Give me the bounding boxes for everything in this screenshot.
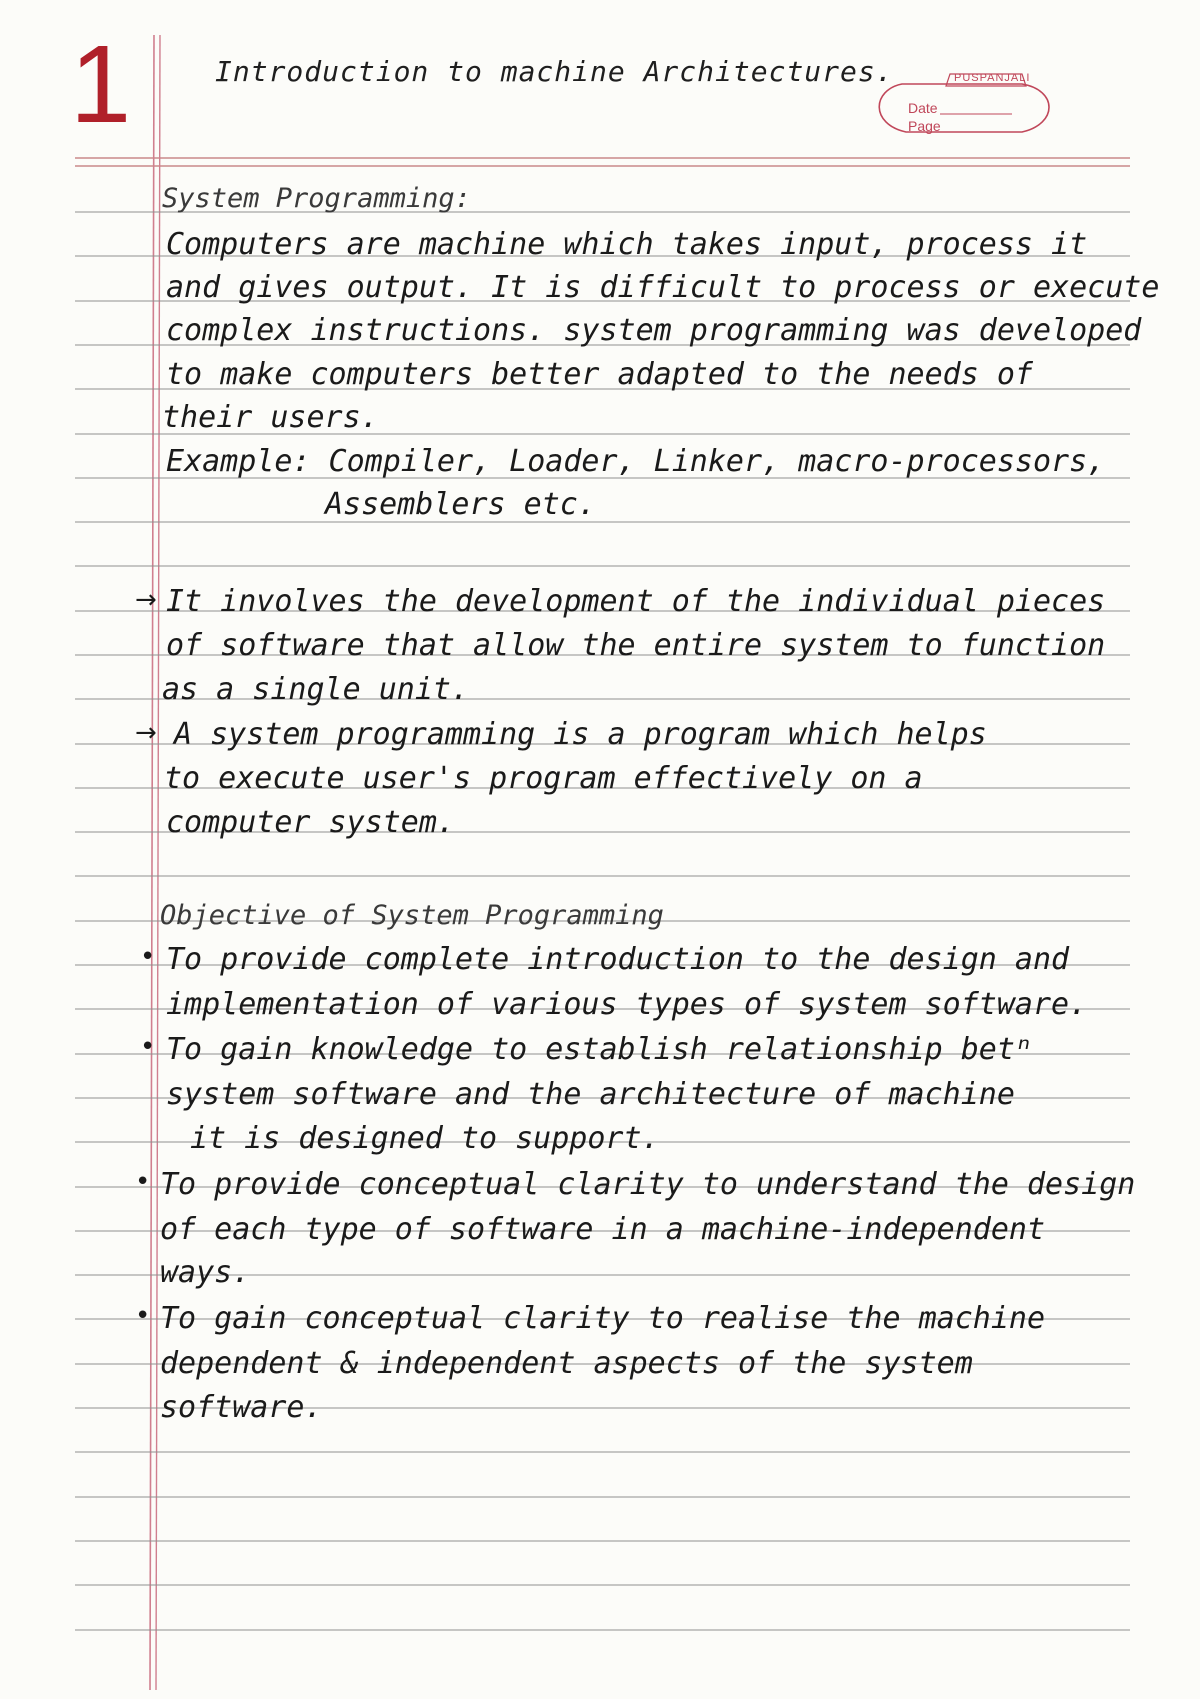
text-line: system software and the architecture of machine xyxy=(166,1077,1015,1112)
text-line: it is designed to support. xyxy=(190,1121,660,1156)
text-line: To provide complete introduction to the design and xyxy=(166,942,1070,977)
text-line: Computers are machine which takes input, process it xyxy=(166,227,1088,262)
text-line: implementation of various types of system software. xyxy=(166,987,1088,1022)
text-line: dependent & independent aspects of the system xyxy=(160,1346,973,1381)
bullet-icon: • xyxy=(135,1301,151,1331)
text-line: A system programming is a program which helps xyxy=(174,717,987,752)
section-heading: System Programming: xyxy=(162,183,471,214)
text-line: as a single unit. xyxy=(162,672,470,707)
example-line: Example: Compiler, Loader, Linker, macro-processors, xyxy=(166,444,1106,479)
example-line: Assemblers etc. xyxy=(325,487,596,522)
text-line: computer system. xyxy=(166,805,455,840)
text-line: ways. xyxy=(160,1255,251,1290)
bullet-icon: • xyxy=(140,942,156,972)
page-number: 1 xyxy=(70,23,132,146)
text-line: To gain conceptual clarity to realise the machine xyxy=(160,1301,1046,1336)
page-title: Introduction to machine Architectures. xyxy=(215,55,894,88)
notebook-brand-stamp xyxy=(862,62,1062,152)
margin-line xyxy=(156,35,160,1690)
text-line: software. xyxy=(160,1390,323,1425)
text-line: To gain knowledge to establish relationship betⁿ xyxy=(166,1032,1033,1067)
arrow-icon: → xyxy=(135,718,157,748)
bullet-icon: • xyxy=(140,1032,156,1062)
arrow-icon: → xyxy=(135,585,157,615)
date-label: Date xyxy=(908,100,938,116)
text-line: of each type of software in a machine-independent xyxy=(160,1212,1046,1247)
text-line: complex instructions. system programming was developed xyxy=(166,313,1142,348)
text-line: their users. xyxy=(162,400,379,435)
brand-name: PUSPANJALI xyxy=(954,72,1031,84)
text-line: of software that allow the entire system to function xyxy=(166,628,1106,663)
text-line: It involves the development of the individual pieces xyxy=(166,584,1106,619)
margin-line xyxy=(150,35,154,1690)
bullet-icon: • xyxy=(135,1167,151,1197)
text-line: and gives output. It is difficult to process or execute xyxy=(166,270,1160,305)
page-label: Page xyxy=(908,118,941,134)
text-line: to execute user's program effectively on a xyxy=(164,761,923,796)
text-line: to make computers better adapted to the needs of xyxy=(166,357,1033,392)
section-heading: Objective of System Programming xyxy=(160,900,664,931)
text-line: To provide conceptual clarity to understand the design xyxy=(160,1167,1136,1202)
